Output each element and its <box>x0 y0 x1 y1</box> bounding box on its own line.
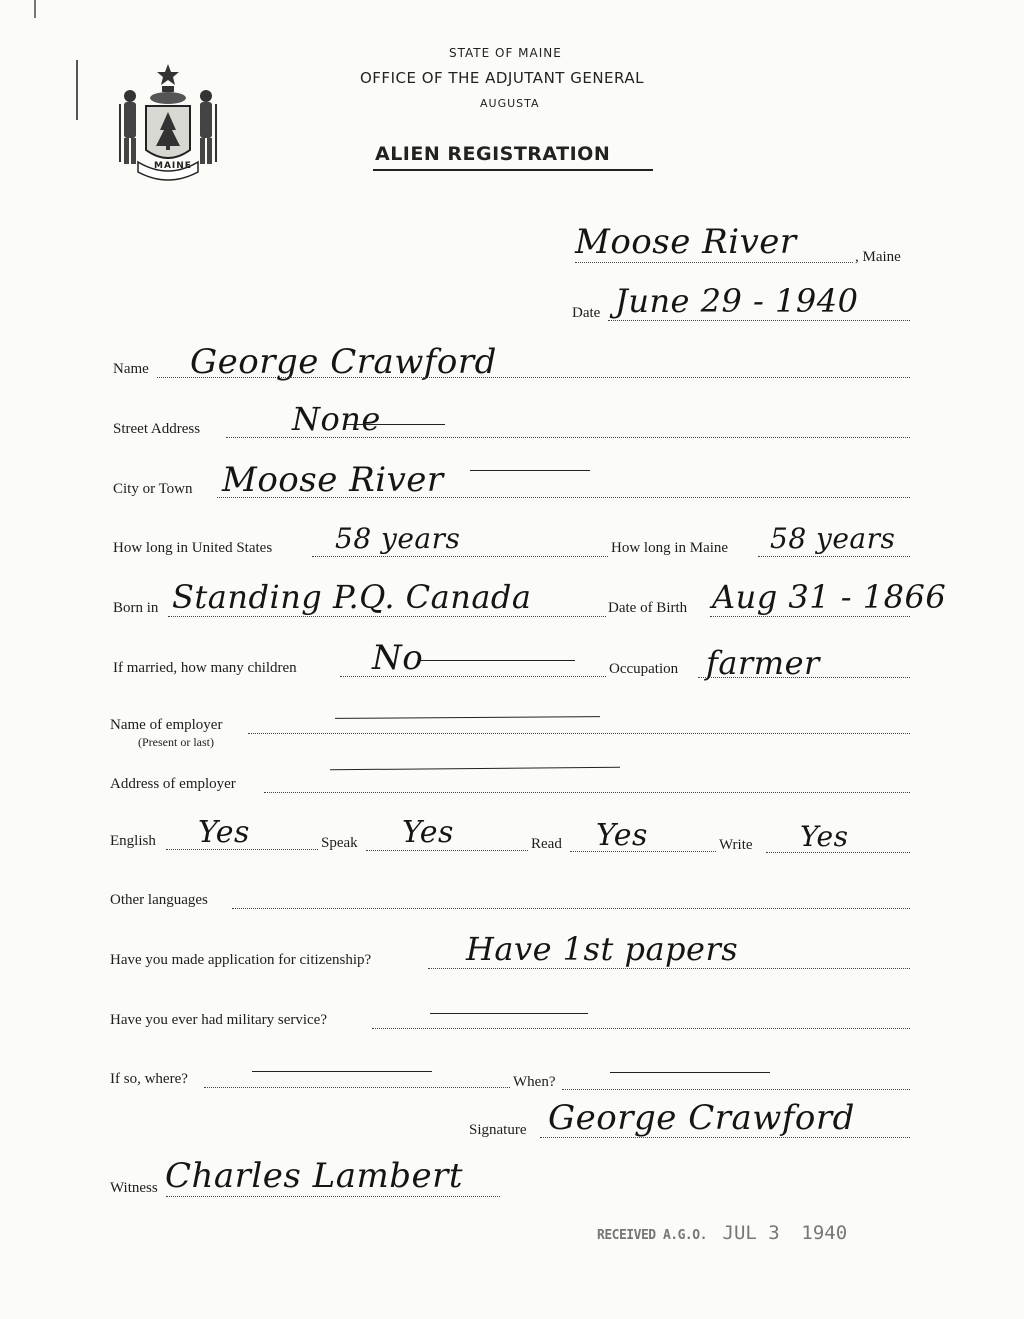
received-stamp <box>597 1222 847 1244</box>
employer-dash <box>335 716 600 719</box>
scan-mark-top <box>34 0 36 18</box>
date-value: June 29 - 1940 <box>615 282 859 320</box>
stamp-text: RECEIVED A.G.O. <box>597 1228 707 1243</box>
military-dash <box>430 1013 588 1014</box>
children-line <box>340 676 606 677</box>
citizenship-line <box>428 968 910 969</box>
place-value: Moose River <box>575 222 797 262</box>
seal-banner-text: MAINE <box>154 161 192 171</box>
street-label: Street Address <box>113 421 201 437</box>
where-dash <box>252 1071 432 1072</box>
employer-label: Name of employer <box>110 717 223 733</box>
citizenship-value: Have 1st papers <box>466 930 739 968</box>
where-line <box>204 1087 510 1088</box>
speak-line <box>366 850 528 851</box>
other-lang-line <box>232 908 910 909</box>
occupation-value: farmer <box>706 644 820 682</box>
employer-sublabel: (Present or last) <box>138 735 214 749</box>
born-value: Standing P.Q. Canada <box>172 578 532 616</box>
military-line <box>372 1028 910 1029</box>
name-line <box>157 377 910 378</box>
title-underline <box>373 169 653 171</box>
header-state: STATE OF MAINE <box>449 46 562 60</box>
us-label: How long in United States <box>113 540 273 556</box>
date-label: Date <box>572 305 601 321</box>
maine-value: 58 years <box>770 522 896 555</box>
signature-label: Signature <box>469 1122 527 1138</box>
born-label: Born in <box>113 600 159 616</box>
speak-label: Speak <box>321 835 358 851</box>
employer-address-line <box>264 792 910 793</box>
english-label: English <box>110 833 156 849</box>
employer-address-label: Address of employer <box>110 776 236 792</box>
other-lang-label: Other languages <box>110 892 208 908</box>
english-value: Yes <box>198 815 250 850</box>
us-line <box>312 556 608 557</box>
read-value: Yes <box>596 818 648 853</box>
stamp-year: 1940 <box>801 1222 848 1244</box>
dob-label: Date of Birth <box>608 600 688 616</box>
children-label: If married, how many children <box>113 660 297 676</box>
read-line <box>570 851 716 852</box>
city-label: City or Town <box>113 481 193 497</box>
employer-address-dash <box>330 767 620 771</box>
when-label: When? <box>513 1074 556 1090</box>
scan-mark-left <box>76 60 78 120</box>
name-label: Name <box>113 361 149 377</box>
when-line <box>562 1089 910 1090</box>
page-title: ALIEN REGISTRATION <box>375 143 611 165</box>
read-label: Read <box>531 836 562 852</box>
street-strike <box>345 424 445 425</box>
city-value: Moose River <box>222 460 444 500</box>
state-seal <box>116 58 220 184</box>
military-label: Have you ever had military service? <box>110 1012 327 1028</box>
signature-line <box>540 1137 910 1138</box>
born-line <box>168 616 606 617</box>
city-strike <box>470 470 590 471</box>
write-value: Yes <box>800 820 849 853</box>
place-suffix: , Maine <box>855 249 901 265</box>
date-line <box>608 320 910 321</box>
dob-line <box>710 616 910 617</box>
maine-label: How long in Maine <box>611 540 729 556</box>
write-line <box>766 852 910 853</box>
citizenship-label: Have you made application for citizenship? <box>110 952 372 968</box>
maine-line <box>758 556 910 557</box>
write-label: Write <box>719 837 753 853</box>
name-value: George Crawford <box>190 342 497 382</box>
when-dash <box>610 1072 770 1073</box>
dob-value: Aug 31 - 1866 <box>712 578 947 616</box>
city-line <box>217 497 910 498</box>
occupation-line <box>698 677 910 678</box>
occupation-label: Occupation <box>609 661 679 677</box>
witness-line <box>166 1196 500 1197</box>
signature-value: George Crawford <box>548 1098 855 1138</box>
stamp-month-day: JUL 3 <box>722 1222 780 1244</box>
speak-value: Yes <box>402 815 454 850</box>
header-office: OFFICE OF THE ADJUTANT GENERAL <box>360 69 644 87</box>
header-city: AUGUSTA <box>480 97 540 110</box>
witness-value: Charles Lambert <box>165 1156 464 1196</box>
witness-label: Witness <box>110 1180 158 1196</box>
us-value: 58 years <box>335 522 461 555</box>
where-label: If so, where? <box>110 1071 188 1087</box>
employer-line <box>248 733 910 734</box>
children-strike <box>420 660 575 661</box>
street-value: None <box>292 400 381 438</box>
place-line <box>575 262 853 263</box>
street-line <box>226 437 910 438</box>
english-line <box>166 849 318 850</box>
children-value: No <box>372 638 424 678</box>
